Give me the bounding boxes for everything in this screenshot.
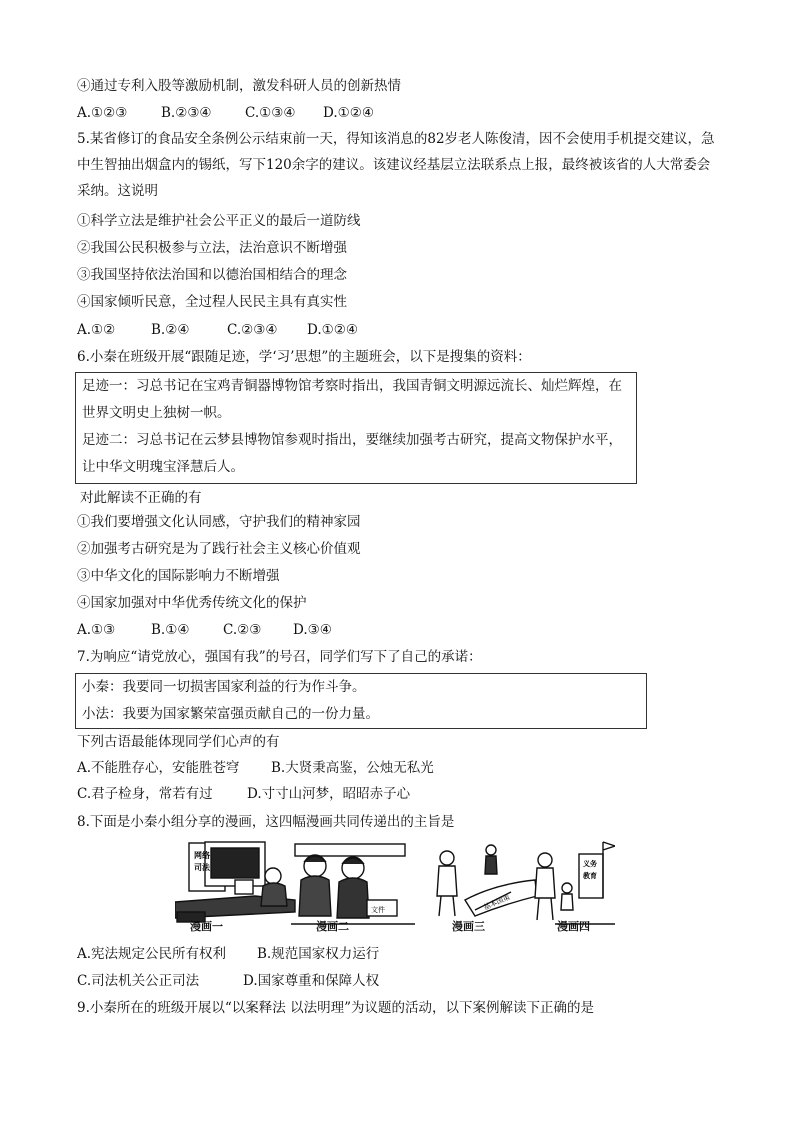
q4-option-b[interactable]: B.②③④ xyxy=(161,105,212,121)
q5-option-c[interactable]: C.②③④ xyxy=(227,322,278,338)
q7-options-row-2 xyxy=(77,784,410,804)
q5-item-1: ①科学立法是维护社会公平正义的最后一道防线 xyxy=(77,213,361,229)
q6-option-c[interactable]: C.②③ xyxy=(223,622,262,638)
q5-item-3: ③我国坚持依法治国和以德治国相结合的理念 xyxy=(77,267,347,283)
q5-item-4: ④国家倾听民意，全过程人民民主具有真实性 xyxy=(77,294,347,310)
q6-material-box xyxy=(75,372,637,484)
q7-ask: 下列古语最能体现同学们心声的有 xyxy=(77,734,280,750)
q6-item-1: ①我们要增强文化认同感，守护我们的精神家园 xyxy=(77,514,361,530)
comic-4-drawing xyxy=(535,842,615,924)
q6-option-b[interactable]: B.①④ xyxy=(151,622,190,638)
q4-item-4: ④通过专利入股等激励机制，激发科研人员的创新热情 xyxy=(77,78,401,94)
q7-stem: 7.为响应“请党放心，强国有我”的号召，同学们写下了自己的承诺： xyxy=(77,649,482,665)
q4-option-c[interactable]: C.①③④ xyxy=(245,105,296,121)
q5-option-a[interactable]: A.①② xyxy=(77,322,116,338)
q4-options xyxy=(77,103,374,123)
q7-pledge-box xyxy=(75,673,647,729)
q8-comics xyxy=(175,840,615,935)
q8-option-d[interactable]: D.国家尊重和保障人权 xyxy=(243,973,380,989)
q6-stem: 6.小秦在班级开展“跟随足迹，学‘习’思想”的主题班会，以下是搜集的资料： xyxy=(77,349,531,365)
comic-4-sign-line-2: 教育 xyxy=(583,872,597,880)
q7-option-b[interactable]: B.大贤秉高鉴，公烛无私光 xyxy=(271,760,434,776)
comic-3-caption: 漫画三 xyxy=(452,920,485,933)
comic-1-caption: 漫画一 xyxy=(190,920,223,933)
q6-footprint-1: 足迹一：习总书记在宝鸡青铜器博物馆考察时指出，我国青铜文明源远流长、灿烂辉煌，在世界文明史上独树一帜。 xyxy=(82,378,622,421)
comic-1-sign-line-2: 司法 xyxy=(194,863,210,872)
q9-stem: 9.小秦所在的班级开展以“以案释法 以法明理”为议题的活动，以下案例解读下正确的是 xyxy=(77,1000,594,1016)
q8-option-c[interactable]: C.司法机关公正司法 xyxy=(77,973,200,989)
q5-stem: 5.某省修订的食品安全条例公示结束前一天，得知该消息的82岁老人陈俊清，因不会使用手机提交建议，急中生智抽出烟盒内的锡纸，写下120余字的建议。该建议经基层立法联系点上报，最终被该省的人大常委会采纳。这说明 xyxy=(77,131,715,199)
q6-item-3: ③中华文化的国际影响力不断增强 xyxy=(77,568,280,584)
comic-strip-illustration xyxy=(175,840,615,935)
q6-options xyxy=(77,620,332,640)
q5-item-2: ②我国公民积极参与立法，法治意识不断增强 xyxy=(77,240,347,256)
q8-option-b[interactable]: B.规范国家权力运行 xyxy=(257,946,380,962)
q7-option-a[interactable]: A.不能胜存心，安能胜苍穹 xyxy=(77,760,240,776)
q4-option-d[interactable]: D.①②④ xyxy=(323,105,374,121)
q4-option-a[interactable]: A.①②③ xyxy=(77,105,128,121)
q7-options-row-1 xyxy=(77,758,434,778)
q6-item-4: ④国家加强对中华优秀传统文化的保护 xyxy=(77,595,307,611)
q5-options xyxy=(77,320,358,340)
q5-option-b[interactable]: B.②④ xyxy=(151,322,190,338)
comic-2-caption: 漫画二 xyxy=(316,920,349,933)
q7-option-d[interactable]: D.寸寸山河梦，昭昭赤子心 xyxy=(247,786,411,802)
q6-ask: 对此解读不正确的有 xyxy=(80,490,202,506)
q7-option-c[interactable]: C.君子检身，常若有过 xyxy=(77,786,213,802)
q6-option-a[interactable]: A.①③ xyxy=(77,622,116,638)
comic-1-drawing xyxy=(175,842,295,922)
q7-pledge-xiaoqin: 小秦：我要同一切损害国家利益的行为作斗争。 xyxy=(82,679,366,695)
q8-stem: 8.下面是小秦小组分享的漫画，这四幅漫画共同传递出的主旨是 xyxy=(77,814,455,830)
comic-2-sign: 文件 xyxy=(371,906,385,914)
q6-footprint-2: 足迹二：习总书记在云梦县博物馆参观时指出，要继续加强考古研究，提高文物保护水平，让中华文明瑰宝泽慧后人。 xyxy=(82,432,622,475)
comic-4-sign-line-1: 义务 xyxy=(583,860,597,868)
q8-options-row-1 xyxy=(77,944,379,964)
comic-1-sign-line-1: 网络 xyxy=(194,851,210,860)
q7-pledge-xiaofa: 小法：我要为国家繁荣富强贡献自己的一份力量。 xyxy=(82,706,379,722)
q8-option-a[interactable]: A.宪法规定公民所有权利 xyxy=(77,946,227,962)
comic-3-sign: 基本国策 xyxy=(482,893,512,912)
q5-option-d[interactable]: D.①②④ xyxy=(307,322,358,338)
q8-options-row-2 xyxy=(77,971,379,991)
q6-item-2: ②加强考古研究是为了践行社会主义核心价值观 xyxy=(77,541,361,557)
comic-2-drawing xyxy=(291,844,415,924)
comic-4-caption: 漫画四 xyxy=(557,920,590,933)
q6-option-d[interactable]: D.③④ xyxy=(293,622,332,638)
